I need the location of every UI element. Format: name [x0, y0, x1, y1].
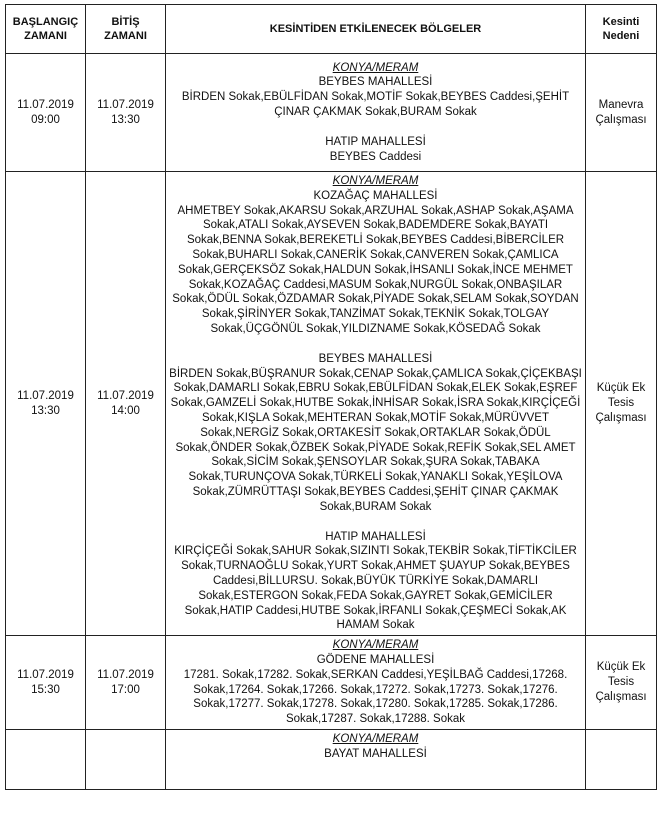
- start-time-cell: 11.07.2019 09:00: [6, 54, 86, 172]
- regions-cell: [166, 54, 586, 172]
- street-list: KIRÇİÇEĞİ Sokak,SAHUR Sokak,SIZINTI Sokak,TEKBİR Sokak,TİFTİKCİLER Sokak,TURNAOĞLU Sokak,YURT Sokak,AHMET ŞUAYUP Sokak,BEYBES Caddesi,BİLLURSU. Sokak,BÜYÜK TÜRKİYE Sokak,DAMARLI Sokak,ESTERGON Sokak,FEDA Sokak,GAYRET Sokak,GEMİCİLER Sokak,HATIP Caddesi,HUTBE Sokak,İRFANLI Sokak,ÇEŞMECİ Sokak,AK HAMAM Sokak: [174, 545, 577, 632]
- neighborhood-name: BEYBES MAHALLESİ: [318, 76, 433, 89]
- header-affected-regions: KESİNTİDEN ETKİLENECEK BÖLGELER: [166, 5, 586, 54]
- district-label: KONYA/MERAM: [332, 175, 419, 187]
- street-list: AHMETBEY Sokak,AKARSU Sokak,ARZUHAL Sokak,ASHAP Sokak,AŞAMA Sokak,ATALI Sokak,AYSEVEN Sokak,BADEMDERE Sokak,BAYATI Sokak,BENNA Sokak,BEREKETLİ Sokak,BEYBES Caddesi,BİBERCİLER Sokak,BUHARLI Sokak,CANERİK Sokak,CANVEREN Sokak,ÇAMLICA Sokak,GERÇEKSÖZ Sokak,HALDUN Sokak,İHSANLI Sokak,İNCE MEHMET Sokak,KOZAĞAÇ Caddesi,MASUM Sokak,NURGÜL Sokak,ONBAŞILAR Sokak,ÖDÜL Sokak,ÖZDAMAR Sokak,PİYADE Sokak,SELAM Sokak,SOYDAN Sokak,ŞİRİNYER Sokak,TANZİMAT Sokak,TEKNİK Sokak,TOLGAY Sokak,ÜÇGÖNÜL Sokak,YILDIZNAME Sokak,KÖSEDAĞ Sokak: [172, 204, 579, 335]
- table-row: [6, 636, 657, 730]
- street-list: BİRDEN Sokak,EBÜLFİDAN Sokak,MOTİF Sokak,BEYBES Caddesi,ŞEHİT ÇINAR ÇAKMAK Sokak,BURAM Sokak: [181, 91, 570, 118]
- neighborhood-name: BEYBES MAHALLESİ: [318, 352, 433, 365]
- neighborhood-name: HATIP MAHALLESİ: [325, 135, 426, 148]
- district-label: KONYA/MERAM: [332, 61, 419, 74]
- street-list: BİRDEN Sokak,BÜŞRANUR Sokak,CENAP Sokak,ÇAMLICA Sokak,ÇİÇEKBAŞI Sokak,DAMARLI Sokak,EBRU Sokak,EBÜLFİDAN Sokak,ELEK Sokak,EŞREF Sokak,GAMZELİ Sokak,HUTBE Sokak,İNHİSAR Sokak,İSRA Sokak,KIRÇİÇEĞİ Sokak,KIŞLA Sokak,MEHTERAN Sokak,MOTİF Sokak,MÜRÜVVET Sokak,NERGİZ Sokak,ORTAKESİT Sokak,ORTAKLAR Sokak,ÖDÜL Sokak,ÖNDER Sokak,ÖZBEK Sokak,PİYADE Sokak,REFİK Sokak,SEL AMET Sokak,SİCİM Sokak,ŞENSOYLAR Sokak,ŞURA Sokak,TABAKA Sokak,TURUNÇOVA Sokak,TÜRKELİ Sokak,YANAKLI Sokak,YEŞİLOVA Sokak,ZÜMRÜTTAŞI Sokak,BEYBES Caddesi,ŞEHİT ÇINAR ÇAKMAK Sokak,BURAM Sokak: [169, 367, 582, 513]
- end-time-cell: 11.07.2019 13:30: [86, 54, 166, 172]
- outage-table: [5, 4, 657, 790]
- end-time-cell: 11.07.2019 14:00: [86, 172, 166, 636]
- table-row: [6, 54, 657, 172]
- regions-cell: [166, 729, 586, 789]
- street-list: BEYBES Caddesi: [329, 150, 422, 163]
- reason-cell: [586, 729, 657, 789]
- header-row: [6, 5, 657, 54]
- neighborhood-name: HATIP MAHALLESİ: [325, 530, 426, 543]
- regions-cell: [166, 172, 586, 636]
- neighborhood-name: GÖDENE MAHALLESİ: [316, 653, 435, 666]
- district-label: KONYA/MERAM: [332, 732, 419, 745]
- header-end-time: BİTİŞ ZAMANI: [86, 5, 166, 54]
- neighborhood-name: BAYAT MAHALLESİ: [324, 747, 427, 760]
- end-time-cell: 11.07.2019 17:00: [86, 636, 166, 730]
- neighborhood-name: KOZAĞAÇ MAHALLESİ: [313, 189, 438, 202]
- reason-cell: Küçük Ek Tesis Çalışması: [586, 172, 657, 636]
- table-row: [6, 172, 657, 636]
- reason-cell: Manevra Çalışması: [586, 54, 657, 172]
- start-time-cell: 11.07.2019 13:30: [6, 172, 86, 636]
- table-row: [6, 729, 657, 789]
- header-start-time: BAŞLANGIÇ ZAMANI: [6, 5, 86, 54]
- start-time-cell: 11.07.2019 15:30: [6, 636, 86, 730]
- end-time-cell: [86, 729, 166, 789]
- street-list: 17281. Sokak,17282. Sokak,SERKAN Caddesi,YEŞİLBAĞ Caddesi,17268. Sokak,17264. Sokak,17266. Sokak,17272. Sokak,17273. Sokak,17276. Sokak,17277. Sokak,17278. Sokak,17280. Sokak,17285. Sokak,17286. Sokak,17287. Sokak,17288. Sokak: [183, 668, 568, 726]
- start-time-cell: [6, 729, 86, 789]
- reason-cell: Küçük Ek Tesis Çalışması: [586, 636, 657, 730]
- regions-cell: [166, 636, 586, 730]
- header-reason: Kesinti Nedeni: [586, 5, 657, 54]
- district-label: KONYA/MERAM: [332, 639, 419, 652]
